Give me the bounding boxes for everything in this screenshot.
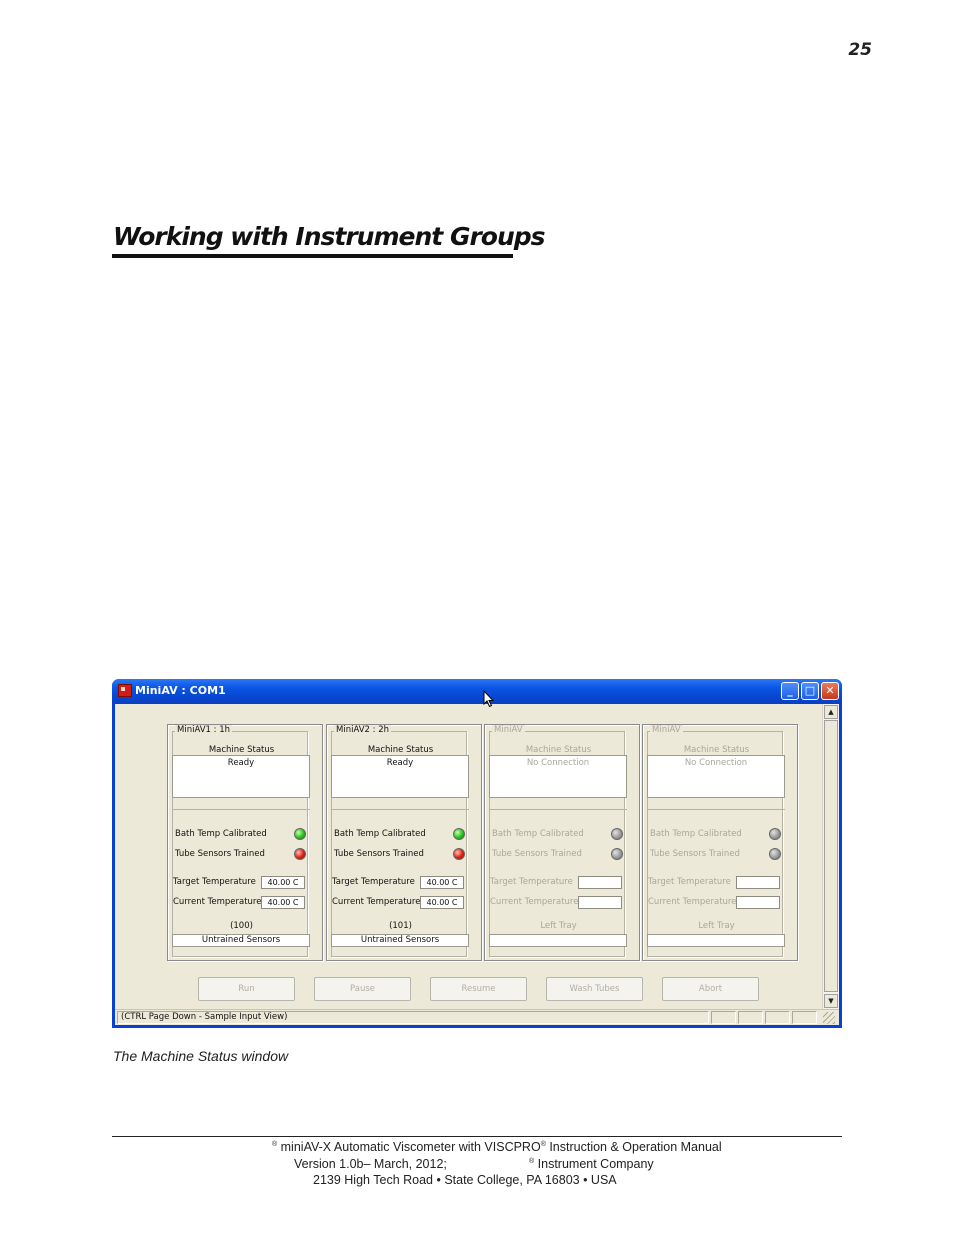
instrument-panel <box>167 724 323 961</box>
title-underline <box>112 254 513 258</box>
current-temperature-field: 40.00 C <box>420 896 464 909</box>
current-temperature-label: Current Temperature <box>490 897 579 907</box>
current-temperature-label: Current Temperature <box>173 897 262 907</box>
machine-status-box: Ready <box>331 755 469 798</box>
bath-temp-label: Bath Temp Calibrated <box>492 829 584 839</box>
panel-divider <box>489 809 627 810</box>
machine-status-label: Machine Status <box>208 745 275 755</box>
panel-status-box <box>489 934 627 947</box>
machine-status-box: No Connection <box>489 755 627 798</box>
resume-button[interactable]: Resume <box>430 977 527 1001</box>
bath-temp-status-light-icon <box>294 828 306 840</box>
current-temperature-field <box>736 896 780 909</box>
machine-status-label: Machine Status <box>525 745 592 755</box>
tube-sensors-label: Tube Sensors Trained <box>175 849 265 859</box>
run-button[interactable]: Run <box>198 977 295 1001</box>
window-client-area <box>115 704 839 1025</box>
panel-status-box: Untrained Sensors <box>172 934 310 947</box>
panel-status-box <box>647 934 785 947</box>
target-temperature-field <box>578 876 622 889</box>
panel-divider <box>647 809 785 810</box>
bath-temp-label: Bath Temp Calibrated <box>334 829 426 839</box>
current-temperature-label: Current Temperature <box>648 897 737 907</box>
minimize-button[interactable]: _ <box>781 682 799 700</box>
machine-status-label: Machine Status <box>367 745 434 755</box>
bath-temp-label: Bath Temp Calibrated <box>175 829 267 839</box>
figure-caption: The Machine Status window <box>113 1048 289 1064</box>
bath-temp-status-light-icon <box>769 828 781 840</box>
section-title: Working with Instrument Groups <box>113 222 545 251</box>
window-titlebar[interactable] <box>112 679 842 704</box>
resize-grip-icon[interactable] <box>823 1012 835 1024</box>
status-bar-segment <box>765 1011 790 1024</box>
footer-version: Version 1.0b– March, 2012; <box>294 1157 447 1171</box>
status-bar <box>115 1009 839 1025</box>
target-temperature-field <box>736 876 780 889</box>
panel-code-label: (101) <box>389 921 412 931</box>
panel-code-label: Left Tray <box>698 921 735 931</box>
mouse-cursor-icon <box>483 690 495 708</box>
target-temperature-label: Target Temperature <box>173 877 256 887</box>
target-temperature-label: Target Temperature <box>332 877 415 887</box>
app-icon[interactable] <box>118 684 132 697</box>
tube-sensors-label: Tube Sensors Trained <box>334 849 424 859</box>
registered-mark: ® <box>272 1140 278 1148</box>
target-temperature-field[interactable]: 40.00 C <box>420 876 464 889</box>
instrument-panel <box>484 724 640 961</box>
wash-tubes-button[interactable]: Wash Tubes <box>546 977 643 1001</box>
page-number: 25 <box>848 40 872 60</box>
tube-sensors-label: Tube Sensors Trained <box>650 849 740 859</box>
registered-mark: ® <box>529 1157 535 1165</box>
registered-mark: ® <box>540 1140 546 1148</box>
status-bar-segment <box>792 1011 817 1024</box>
status-bar-segment <box>738 1011 763 1024</box>
footer-company <box>529 1157 654 1171</box>
panel-divider <box>172 809 310 810</box>
panel-code-label: Left Tray <box>540 921 577 931</box>
tube-sensors-status-light-icon <box>769 848 781 860</box>
footer-manual: Instruction & Operation Manual <box>545 1140 722 1154</box>
scroll-down-icon[interactable]: ▼ <box>824 994 838 1008</box>
panel-title: MiniAV1 : 1h <box>177 725 231 735</box>
instrument-panel <box>642 724 798 961</box>
footer-company-name: Instrument Company <box>534 1157 654 1171</box>
maximize-button[interactable]: □ <box>801 682 819 700</box>
bath-temp-status-light-icon <box>453 828 465 840</box>
machine-status-box: No Connection <box>647 755 785 798</box>
current-temperature-field: 40.00 C <box>261 896 305 909</box>
machine-status-label: Machine Status <box>683 745 750 755</box>
machine-status-box: Ready <box>172 755 310 798</box>
close-button[interactable]: ✕ <box>821 682 839 700</box>
panel-title: MiniAV <box>652 725 681 735</box>
footer-address: 2139 High Tech Road • State College, PA 16803 • USA <box>313 1173 617 1187</box>
tube-sensors-status-light-icon <box>453 848 465 860</box>
scroll-up-icon[interactable]: ▲ <box>824 705 838 719</box>
target-temperature-label: Target Temperature <box>648 877 731 887</box>
target-temperature-field[interactable]: 40.00 C <box>261 876 305 889</box>
panel-divider <box>331 809 469 810</box>
footer-rule <box>112 1136 842 1137</box>
target-temperature-label: Target Temperature <box>490 877 573 887</box>
panel-title: MiniAV <box>494 725 523 735</box>
panel-title: MiniAV2 : 2h <box>336 725 390 735</box>
bath-temp-status-light-icon <box>611 828 623 840</box>
window-title: MiniAV : COM1 <box>135 684 226 697</box>
tube-sensors-status-light-icon <box>611 848 623 860</box>
vertical-scrollbar[interactable] <box>822 704 839 1009</box>
tube-sensors-label: Tube Sensors Trained <box>492 849 582 859</box>
tube-sensors-status-light-icon <box>294 848 306 860</box>
panel-code-label: (100) <box>230 921 253 931</box>
footer-line-1 <box>272 1140 722 1154</box>
bath-temp-label: Bath Temp Calibrated <box>650 829 742 839</box>
footer-product: miniAV-X Automatic Viscometer with VISCPRO <box>277 1140 541 1154</box>
abort-button[interactable]: Abort <box>662 977 759 1001</box>
current-temperature-label: Current Temperature <box>332 897 421 907</box>
scroll-thumb[interactable] <box>824 720 838 992</box>
instrument-panel <box>326 724 482 961</box>
panel-status-box: Untrained Sensors <box>331 934 469 947</box>
status-bar-text: (CTRL Page Down - Sample Input View) <box>117 1011 709 1024</box>
status-bar-segment <box>711 1011 736 1024</box>
current-temperature-field <box>578 896 622 909</box>
machine-status-window <box>112 679 842 1028</box>
pause-button[interactable]: Pause <box>314 977 411 1001</box>
